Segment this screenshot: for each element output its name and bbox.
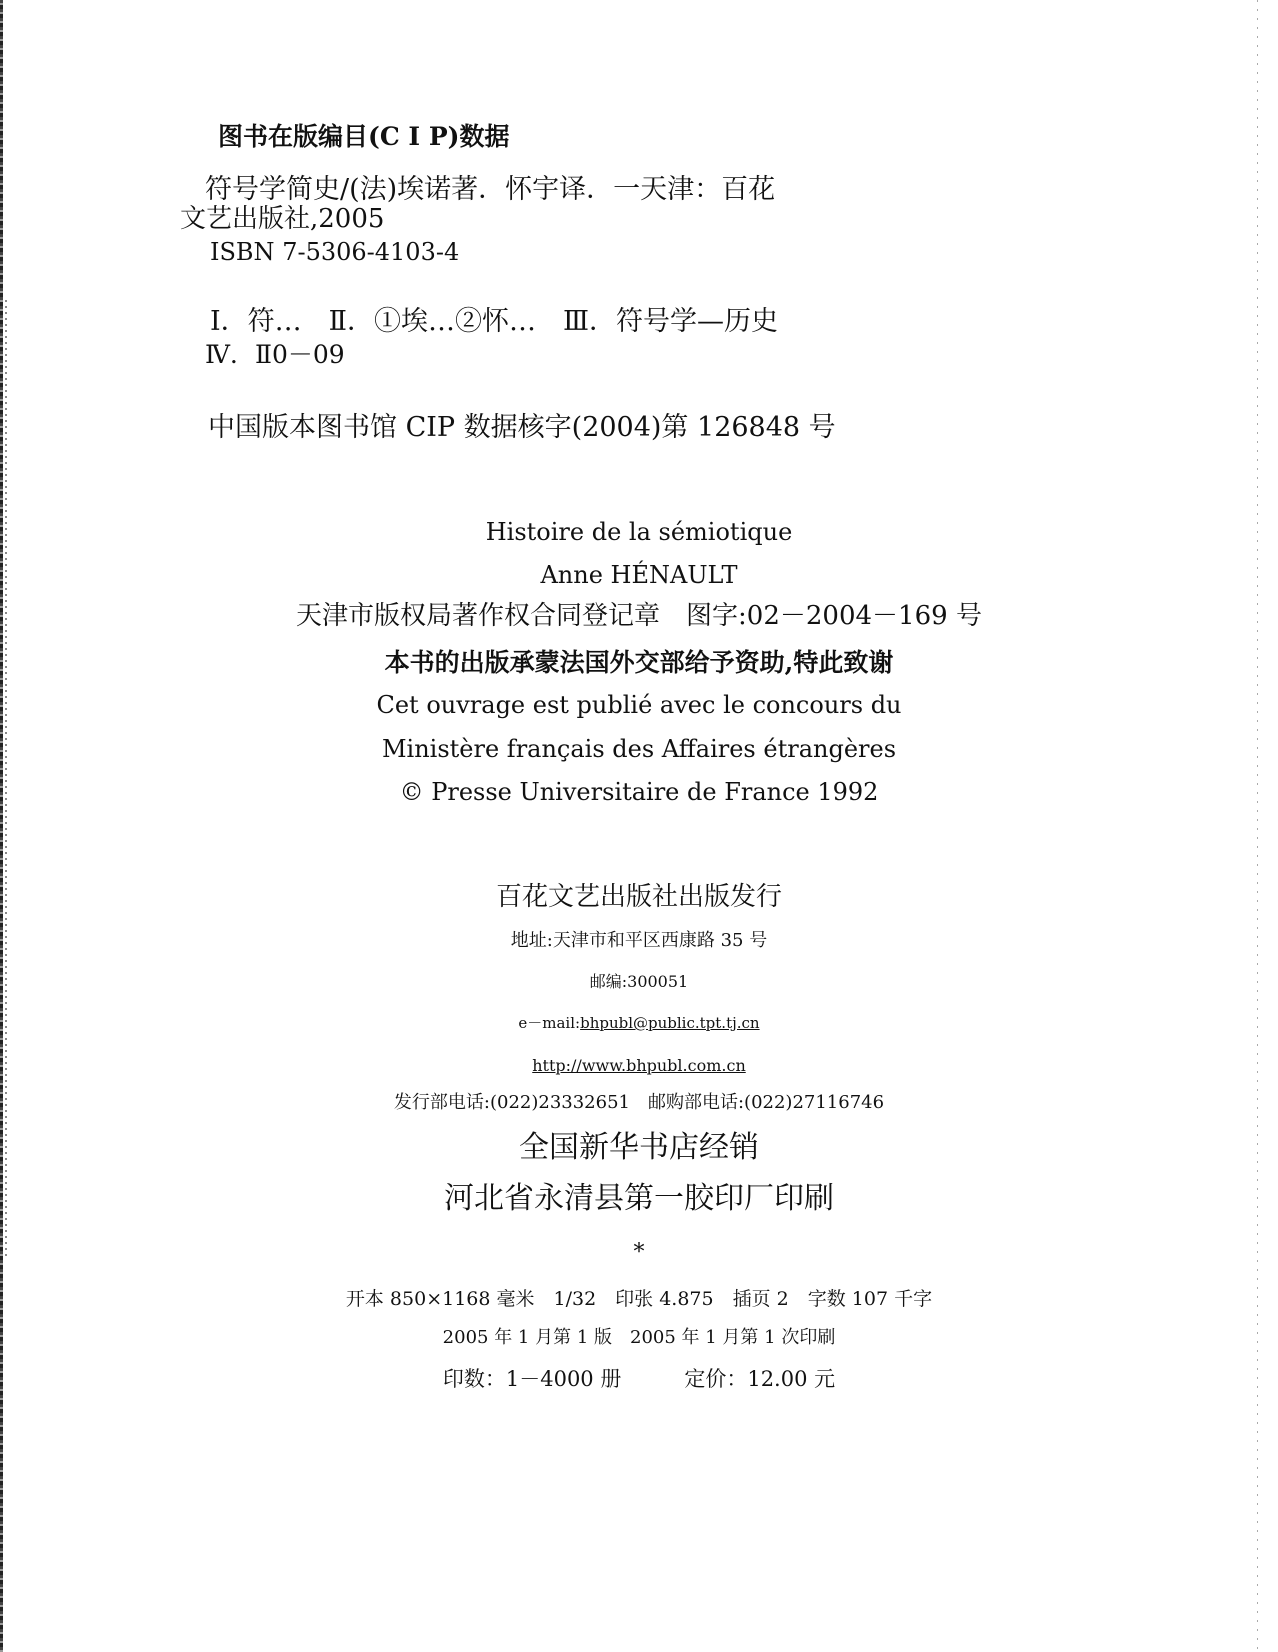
printer: 河北省永清县第一胶印厂印刷 [444, 1181, 834, 1216]
thanks-french-line2: Ministère français des Affaires étrangères [381, 735, 897, 763]
publisher-name: 百花文艺出版社出版发行 [495, 882, 782, 912]
cip-entry-line2: 文艺出版社,2005 [180, 204, 385, 234]
cip-class-line2: Ⅳ．Ⅱ0－09 [205, 340, 345, 369]
cip-entry-line1: 符号学简史/(法)埃诺著．怀宇译．一天津：百花 [205, 174, 776, 205]
scan-edge-right [1257, 0, 1258, 1652]
edition-info: 2005 年 1 月第 1 版 2005 年 1 月第 1 次印刷 [442, 1327, 836, 1348]
publisher-website-link[interactable]: http://www.bhpubl.com.cn [532, 1056, 746, 1075]
copyright-notice: © Presse Universitaire de France 1992 [399, 778, 879, 806]
publisher-address: 地址:天津市和平区西康路 35 号 [510, 930, 768, 951]
publisher-phones: 发行部电话:(022)23332651 邮购部电话:(022)27116746 [393, 1092, 885, 1113]
cip-class-line1: Ⅰ．符… Ⅱ．①埃…②怀… Ⅲ．符号学—历史 [210, 306, 779, 337]
distributor: 全国新华书店经销 [519, 1130, 759, 1165]
publisher-email-link[interactable]: bhpubl@public.tpt.tj.cn [580, 1014, 760, 1032]
publisher-email-label: e－mail: [518, 1014, 581, 1032]
original-title: Histoire de la sémiotique [485, 518, 793, 546]
publisher-postcode: 邮编:300051 [589, 972, 689, 991]
thanks-chinese: 本书的出版承蒙法国外交部给予资助,特此致谢 [384, 648, 894, 677]
publisher-email-line [0, 1016, 1278, 1031]
original-author: Anne HÉNAULT [540, 561, 738, 589]
cip-heading: 图书在版编目(C I P)数据 [218, 122, 510, 151]
thanks-french-line1: Cet ouvrage est publié avec le concours du [376, 691, 902, 719]
print-run-and-price: 印数：1－4000 册 定价：12.00 元 [442, 1367, 836, 1391]
cip-record-number: 中国版本图书馆 CIP 数据核字(2004)第 126848 号 [208, 412, 836, 443]
cip-isbn: ISBN 7-5306-4103-4 [210, 238, 460, 266]
book-format-specs: 开本 850×1168 毫米 1/32 印张 4.875 插页 2 字数 107 千字 [345, 1288, 933, 1310]
scan-edge-left [0, 0, 3, 1652]
separator-asterisk: * [633, 1240, 645, 1265]
copyright-registration: 天津市版权局著作权合同登记章 图字:02－2004－169 号 [296, 601, 982, 631]
